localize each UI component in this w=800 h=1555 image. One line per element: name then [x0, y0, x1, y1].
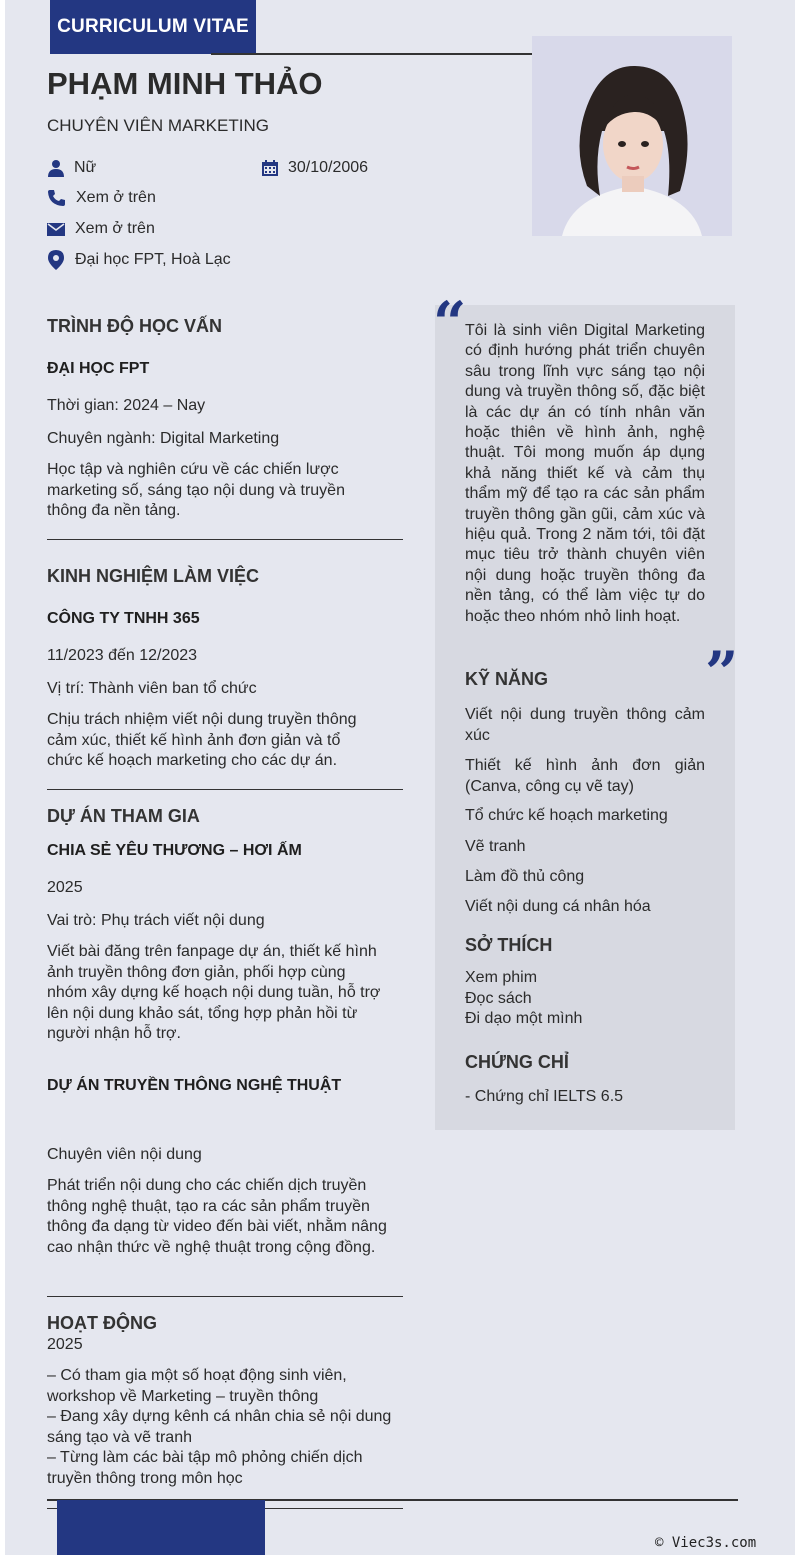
- skill-item: Viết nội dung cá nhân hóa: [465, 898, 651, 915]
- mail-icon: [47, 220, 66, 238]
- footer-accent-block: [57, 1500, 265, 1555]
- hobbies-heading: SỞ THÍCH: [465, 935, 553, 955]
- activity-item: – Có tham gia một số hoạt động sinh viên, workshop về Marketing – truyền thông: [47, 1367, 347, 1405]
- project-name: CHIA SẺ YÊU THƯƠNG – HƠI ẤM: [47, 842, 302, 859]
- project-role: Vai trò: Phụ trách viết nội dung: [47, 912, 265, 929]
- activities-heading: HOẠT ĐỘNG: [47, 1313, 157, 1333]
- skills-heading: KỸ NĂNG: [465, 669, 549, 689]
- experience-heading: KINH NGHIỆM LÀM VIỆC: [47, 566, 260, 586]
- skill-item: Làm đồ thủ công: [465, 868, 585, 885]
- hobbies-list: [465, 968, 705, 1030]
- education-description: Học tập và nghiên cứu về các chiến lược marketing số, sáng tạo nội dung và truyền thông đa nền tảng.: [47, 461, 345, 519]
- company-name: CÔNG TY TNHH 365: [47, 610, 200, 627]
- cv-page: [5, 0, 795, 1555]
- hobby-item: Xem phim: [465, 969, 538, 986]
- gender-row: [47, 159, 96, 177]
- activities-list: [47, 1366, 392, 1489]
- activities-year: 2025: [47, 1336, 83, 1353]
- experience-period: 11/2023 đến 12/2023: [47, 647, 198, 664]
- gender-value: Nữ: [74, 159, 97, 176]
- hobby-item: Đọc sách: [465, 989, 532, 1007]
- section-divider: [47, 539, 403, 540]
- address-row: [47, 250, 231, 270]
- project-name: DỰ ÁN TRUYỀN THÔNG NGHỆ THUẬT: [47, 1077, 342, 1094]
- phone-icon: [47, 189, 67, 207]
- open-quote-icon: “: [433, 289, 467, 357]
- birthday-row: [261, 159, 368, 177]
- email-value: Xem ở trên: [75, 220, 155, 237]
- copyright-text: © Viec3s.com: [655, 1535, 757, 1551]
- skill-item: Viết nội dung truyền thông cảm xúc: [465, 706, 705, 744]
- banner-title: CURRICULUM VITAE: [57, 16, 249, 37]
- project-year: 2025: [47, 879, 83, 896]
- projects-heading: DỰ ÁN THAM GIA: [47, 806, 200, 826]
- section-divider: [47, 1296, 403, 1297]
- full-name: PHẠM MINH THẢO: [47, 66, 323, 101]
- project-description: Phát triển nội dung cho các chiến dịch truyền thông nghệ thuật, tạo ra các sản phẩm truyền thông đa dạng từ video đến bài viết, nhằm nâng cao nhận thức về nghệ thuật trong cộng đồng.: [47, 1177, 387, 1256]
- school-name: ĐẠI HỌC FPT: [47, 360, 150, 377]
- skill-item: Tổ chức kế hoạch marketing: [465, 807, 668, 824]
- phone-value: Xem ở trên: [76, 189, 156, 206]
- section-divider: [47, 789, 403, 790]
- education-major: Chuyên ngành: Digital Marketing: [47, 430, 280, 447]
- activity-item: – Từng làm các bài tập mô phỏng chiến dịch truyền thông trong môn học: [47, 1449, 363, 1487]
- calendar-icon: [261, 159, 279, 177]
- skill-item: Vẽ tranh: [465, 838, 526, 855]
- activity-item: – Đang xây dựng kênh cá nhân chia sẻ nội dung sáng tạo và vẽ tranh: [47, 1408, 392, 1446]
- job-title: CHUYÊN VIÊN MARKETING: [47, 116, 269, 135]
- education-heading: TRÌNH ĐỘ HỌC VẤN: [47, 316, 222, 336]
- about-text: Tôi là sinh viên Digital Marketing có định hướng phát triển chuyên sâu trong lĩnh vực sáng tạo nội dung và truyền thông số, đặc biệt là các dự án có tính nhân văn hoặc thiên về hình ảnh, nghệ thuật. Tôi mong muốn áp dụng khả năng thiết kế và cảm thụ thẩm mỹ để tạo ra các sản phẩm truyền thông gần gũi, cảm xúc và hiệu quả. Trong 2 năm tới, tôi đặt mục tiêu trở thành chuyên viên nội dung hoặc truyền thông đa nền tảng, có thể làm việc tự do hoặc theo nhóm nhỏ linh hoạt.: [465, 322, 705, 625]
- header-divider: [211, 53, 532, 55]
- email-row: [47, 220, 155, 238]
- experience-position: Vị trí: Thành viên ban tổ chức: [47, 680, 257, 697]
- hobby-item: Đi dạo một mình: [465, 1010, 583, 1027]
- profile-photo: [532, 36, 732, 236]
- person-icon: [47, 159, 65, 177]
- project-role: Chuyên viên nội dung: [47, 1146, 202, 1163]
- experience-description: Chịu trách nhiệm viết nội dung truyền thông cảm xúc, thiết kế hình ảnh đơn giản và tổ chức kế hoạch marketing cho các dự án.: [47, 711, 357, 769]
- location-pin-icon: [47, 250, 66, 270]
- address-value: Đại học FPT, Hoà Lạc: [75, 251, 231, 268]
- birthday-value: 30/10/2006: [288, 159, 369, 176]
- close-quote-icon: ”: [705, 639, 739, 707]
- skill-item: Thiết kế hình ảnh đơn giản (Canva, công cụ vẽ tay): [465, 757, 705, 795]
- cv-banner: [50, 0, 256, 54]
- phone-row: [47, 189, 156, 207]
- certificates-heading: CHỨNG CHỈ: [465, 1052, 569, 1072]
- project-description: Viết bài đăng trên fanpage dự án, thiết kế hình ảnh truyền thông đơn giản, phối hợp cùng nhóm xây dựng kế hoạch nội dung tuần, hỗ trợ lên nội dung khảo sát, tổng hợp phản hồi từ người nhận hỗ trợ.: [47, 943, 381, 1042]
- certificate-item: - Chứng chỉ IELTS 6.5: [465, 1088, 624, 1105]
- education-time: Thời gian: 2024 – Nay: [47, 397, 206, 414]
